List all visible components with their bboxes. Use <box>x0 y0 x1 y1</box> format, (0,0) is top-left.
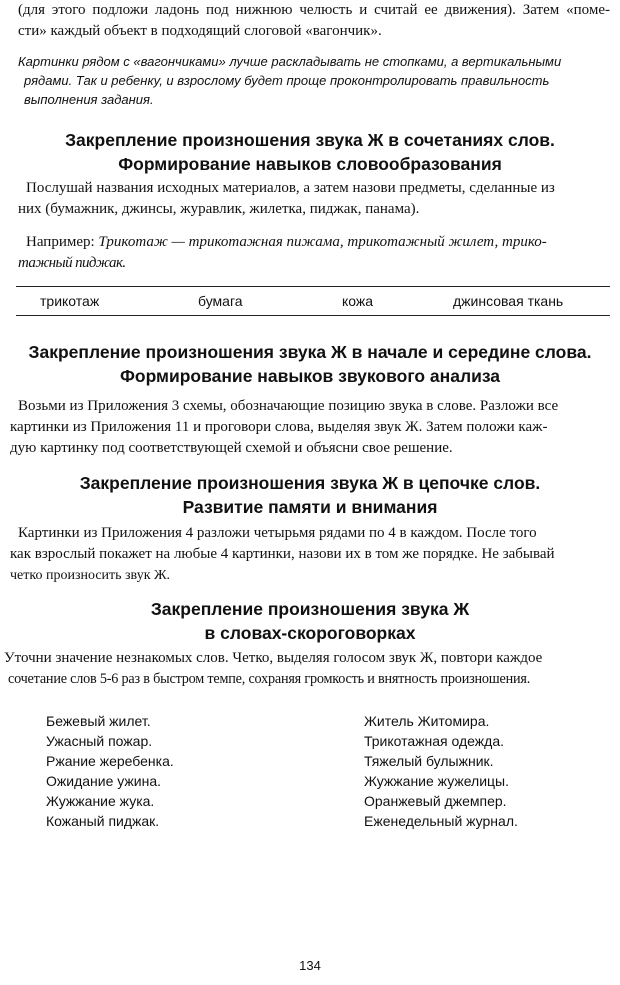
phrases-right-column <box>364 711 518 831</box>
phrase-item: Ржание жеребенка. <box>46 753 174 769</box>
example-text: Трикотаж — трикотажная пижама, трикотажный жилет, трико- <box>98 234 547 250</box>
material-cell: бумага <box>198 293 243 309</box>
phrase-item: Ужасный пожар. <box>46 733 153 749</box>
phrase-item: Жужжание жука. <box>46 793 155 809</box>
page-number: 134 <box>299 958 321 973</box>
body-line: сочетание слов 5-6 раз в быстром темпе, сохраняя громкость и внятность произношения. <box>8 671 531 687</box>
intro-line: сти» каждый объект в подходящий слоговой «вагончик». <box>18 23 382 39</box>
phrase-item: Житель Житомира. <box>364 713 490 729</box>
phrase-item: Тяжелый булыжник. <box>364 753 494 769</box>
material-cell: трикотаж <box>40 293 100 309</box>
phrase-item: Трикотажная одежда. <box>364 733 505 749</box>
heading-line: Формирование навыков словообразования <box>118 154 502 174</box>
note-line: Картинки рядом с «вагончиками» лучше раскладывать не стопками, а вертикальными <box>18 54 562 69</box>
body-line: Возьми из Приложения 3 схемы, обозначающие позицию звука в слове. Разложи все <box>18 398 559 414</box>
body-line: них (бумажник, джинсы, журавлик, жилетка, пиджак, панама). <box>18 201 420 217</box>
phrase-item: Бежевый жилет. <box>46 713 151 729</box>
body-line: дую картинку под соответствующей схемой и объясни свое решение. <box>10 440 453 456</box>
body-line: как взрослый покажет на любые 4 картинки, назови их в том же порядке. Не забывай <box>10 546 555 562</box>
phrase-item: Жужжание жужелицы. <box>364 773 509 789</box>
example-text-cont: тажный пиджак. <box>18 255 126 271</box>
body-line: картинки из Приложения 11 и проговори слова, выделяя звук Ж. Затем положи каж- <box>10 419 548 435</box>
example-label: Например: <box>26 234 95 250</box>
note-line: выполнения задания. <box>24 92 154 107</box>
heading-line: в словах-скороговорках <box>204 623 416 643</box>
example-line <box>18 232 610 253</box>
heading-line: Формирование навыков звукового анализа <box>119 366 501 386</box>
section2-heading <box>0 340 620 388</box>
heading-line: Закрепление произношения звука Ж в начале и середине слова. <box>28 342 592 362</box>
heading-line: Закрепление произношения звука Ж <box>150 599 470 619</box>
section4-heading <box>0 597 620 645</box>
intro-paragraph <box>18 0 610 42</box>
section2-body <box>10 396 615 459</box>
note-line: рядами. Так и ребенку, и взрослому будет проще проконтролировать правильность <box>24 73 550 88</box>
section3-heading <box>0 471 620 519</box>
heading-line: Закрепление произношения звука Ж в цепочке слов. <box>79 473 541 493</box>
heading-line: Развитие памяти и внимания <box>182 497 438 517</box>
material-cell: джинсовая ткань <box>453 293 564 309</box>
material-cell: кожа <box>342 293 374 309</box>
table-bottom-rule <box>16 315 610 316</box>
section4-body <box>0 648 620 690</box>
phrase-item: Ожидание ужина. <box>46 773 162 789</box>
section1-example <box>18 232 610 274</box>
body-line: Картинки из Приложения 4 разложи четырьмя рядами по 4 в каждом. После того <box>18 525 537 541</box>
body-line: четко произносить звук Ж. <box>10 568 171 583</box>
body-line: Послушай названия исходных материалов, а затем назови предметы, сделанные из <box>26 180 555 196</box>
table-top-rule <box>16 286 610 287</box>
intro-line: (для этого подложи ладонь под нижнюю челюсть и считай ее движения). Затем «поме- <box>18 2 610 18</box>
phrase-item: Еженедельный журнал. <box>364 813 518 829</box>
note-paragraph <box>18 52 616 109</box>
phrases-left-column <box>46 711 174 831</box>
phrase-item: Оранжевый джемпер. <box>364 793 507 809</box>
heading-line: Закрепление произношения звука Ж в сочетаниях слов. <box>65 130 555 150</box>
section1-heading <box>0 128 620 176</box>
phrase-item: Кожаный пиджак. <box>46 813 160 829</box>
section1-body <box>18 178 610 220</box>
body-line: Уточни значение незнакомых слов. Четко, выделяя голосом звук Ж, повтори каждое <box>4 650 543 666</box>
section3-body <box>10 523 615 586</box>
